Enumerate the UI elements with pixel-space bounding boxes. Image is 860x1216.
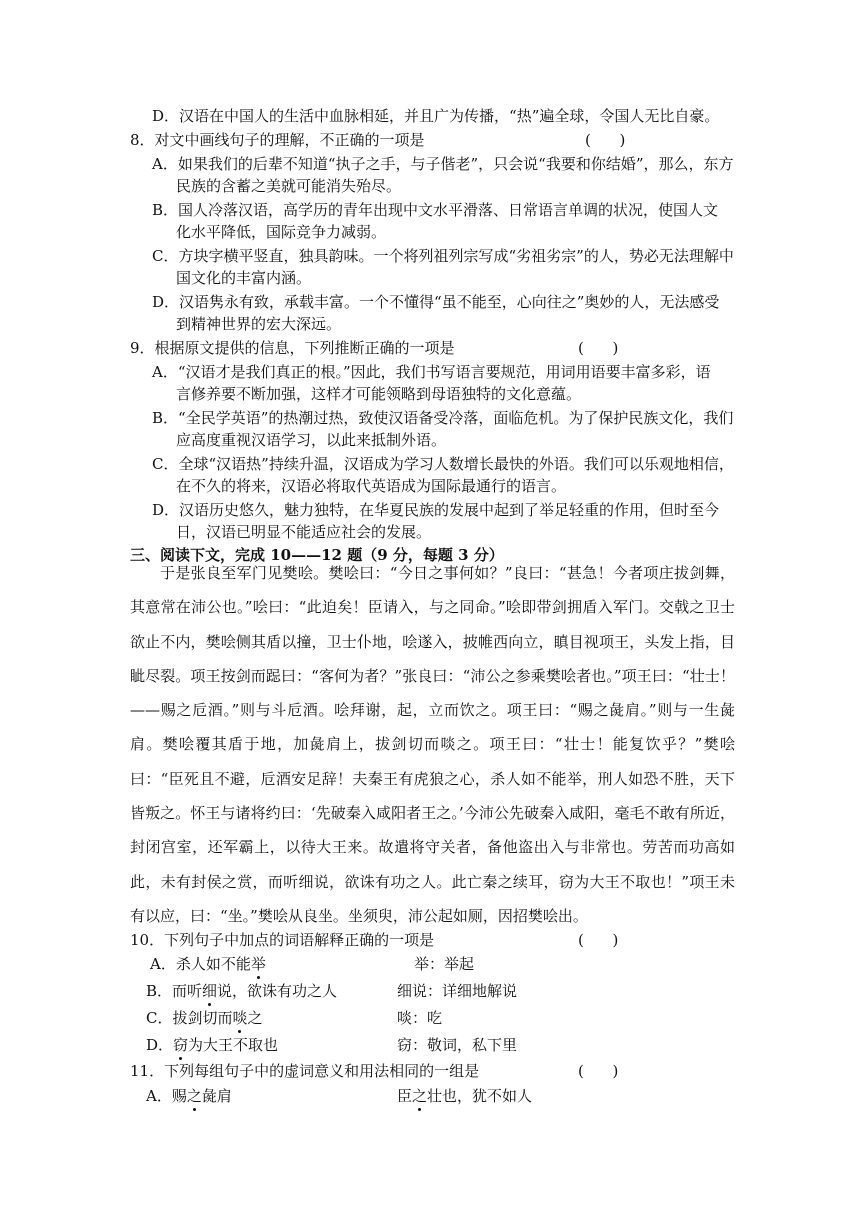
q10-d-text-after: 为大王不取也: [188, 1036, 279, 1054]
q11-a-dotted-word: 之: [186, 1087, 202, 1105]
q10-d-text: D．: [146, 1036, 174, 1054]
q10-b-text-after: 说，欲诛有功之人: [217, 982, 338, 1000]
q7-option-d: D．汉语在中国人的生活中血脉相延，并且广为传播，“热”遍全球，令国人无比自豪。: [152, 107, 720, 125]
q10-option-c: [146, 1008, 263, 1028]
q10-option-c-gloss: 啖：吃: [397, 1009, 443, 1027]
q9-answer-blank: ( ): [578, 339, 619, 357]
q9-stem: 9．根据原文提供的信息，下列推断正确的一项是: [130, 339, 455, 357]
q10-option-b: [146, 981, 337, 1001]
q11-a-text: A．赐: [146, 1087, 187, 1105]
q10-option-a: [150, 954, 266, 974]
q10-b-dotted-word: 细: [202, 982, 218, 1000]
q10-b-text: B．而听: [146, 982, 203, 1000]
q10-option-b-gloss: 细说：详细地解说: [397, 982, 518, 1000]
q11-answer-blank: ( ): [578, 1062, 619, 1080]
q8-answer-blank: ( ): [585, 131, 626, 149]
q8-option-c-line1: C．方块字横平竖直，独具韵味。一个将列祖列宗写成“劣祖劣宗”的人，势必无法理解中: [152, 247, 734, 265]
q9-option-c-line1: C．全球“汉语热”持续升温，汉语成为学习人数增长最快的外语。我们可以乐观地相信，: [152, 455, 734, 473]
q10-option-d: [146, 1035, 278, 1055]
q10-stem: 10．下列句子中加点的词语解释正确的一项是: [130, 931, 435, 949]
q8-option-d-line1: D．汉语隽永有致，承载丰富。一个不懂得“虽不能至，心向往之”奥妙的人，无法感受: [152, 293, 720, 311]
q9-option-d-line1: D．汉语历史悠久，魅力独特，在华夏民族的发展中起到了举足轻重的作用，但时至今: [152, 501, 720, 519]
q10-c-text-after: 之: [247, 1009, 263, 1027]
q10-d-dotted-word: 窃: [173, 1036, 189, 1054]
q11-a2-text-after: 壮也，犹不如人: [427, 1087, 533, 1105]
q10-c-dotted-word: 啖: [232, 1009, 248, 1027]
q9-option-c-line2: 在不久的将来，汉语必将取代英语成为国际最通行的语言。: [176, 477, 567, 495]
q10-answer-blank: ( ): [578, 931, 619, 949]
q10-a-dotted-word: 举: [250, 955, 266, 973]
q10-c-text: C．拔剑切而: [146, 1009, 233, 1027]
q9-option-a-line2: 言修养要不断加强，这样才可能领略到母语独特的文化意蕴。: [176, 385, 582, 403]
q10-option-d-gloss: 窃：敬词，私下里: [397, 1036, 518, 1054]
q9-option-a-line1: A．“汉语才是我们真正的根。”因此，我们书写语言要规范，用词用语要丰富多彩，语: [152, 363, 711, 381]
q11-a2-text: 臣: [397, 1087, 413, 1105]
q9-option-d-line2: 日，汉语已明显不能适应社会的发展。: [176, 523, 432, 541]
q11-option-a-compare: [397, 1086, 532, 1106]
q9-option-b-line2: 应高度重视汉语学习，以此来抵制外语。: [176, 431, 447, 449]
q8-option-c-line2: 国文化的丰富内涵。: [176, 269, 312, 287]
q10-a-text: A．杀人如不能: [150, 955, 251, 973]
q10-option-a-gloss: 举：举起: [414, 955, 475, 973]
q8-option-b-line1: B．国人冷落汉语，高学历的青年出现中文水平滑落、日常语言单调的状况，使国人文: [152, 201, 719, 219]
q11-a2-dotted-word: 之: [412, 1087, 428, 1105]
q8-option-b-line2: 化水平降低，国际竞争力减弱。: [176, 223, 387, 241]
q8-stem: 8．对文中画线句子的理解，不正确的一项是: [130, 131, 425, 149]
reading-passage: [130, 556, 735, 933]
q8-option-a-line2: 民族的含蓄之美就可能消失殆尽。: [176, 177, 402, 195]
q8-option-d-line2: 到精神世界的宏大深远。: [176, 315, 342, 333]
passage-text: 于是张良至军门见樊哙。樊哙曰：“今日之事何如？”良曰：“甚急！今者项庄拔剑舞，其意常在沛公也。”哙曰：“此迫矣！臣请入，与之同命。”哙即带剑拥盾入军门。交戟之卫士欲止不内，樊哙侧其盾以撞，卫士仆地，哙遂入，披帷西向立，瞋目视项王，头发上指，目眦尽裂。项王按剑而跽曰：“客何为者？”张良曰：“沛公之参乘樊哙者也。”项王曰：“壮士！——赐之卮酒。”则与斗卮酒。哙拜谢，起，立而饮之。项王曰：“赐之彘肩。”则与一生彘肩。樊哙覆其盾于地，加彘肩上，拔剑切而啖之。项王曰：“壮士！能复饮乎？”樊哙曰：“臣死且不避，卮酒安足辞！夫秦王有虎狼之心，杀人如不能举，刑人如恐不胜，天下皆叛之。怀王与诸将约曰：‘先破秦入咸阳者王之。’今沛公先破秦入咸阳，毫毛不敢有所近，封闭宫室，还军霸上，以待大王来。故遣将守关者，备他盗出入与非常也。劳苦而功高如此，未有封侯之赏，而听细说，欲诛有功之人。此亡秦之续耳，窃为大王不取也！”项王未有以应，曰：“坐。”樊哙从良坐。坐须臾，沛公起如厕，因招樊哙出。: [130, 564, 735, 925]
q11-option-a: [146, 1086, 232, 1106]
q11-a-text-after: 彘肩: [201, 1087, 232, 1105]
section-three-heading: 三、阅读下文，完成 10——12 题（9 分，每题 3 分）: [130, 546, 504, 564]
q11-stem: 11．下列每组句子中的虚词意义和用法相同的一组是: [130, 1062, 480, 1080]
q8-option-a-line1: A．如果我们的后辈不知道“执子之手，与子偕老”，只会说“我要和你结婚”，那么，东方: [152, 155, 734, 173]
q9-option-b-line1: B．“全民学英语”的热潮过热，致使汉语备受冷落，面临危机。为了保护民族文化，我们: [152, 409, 734, 427]
